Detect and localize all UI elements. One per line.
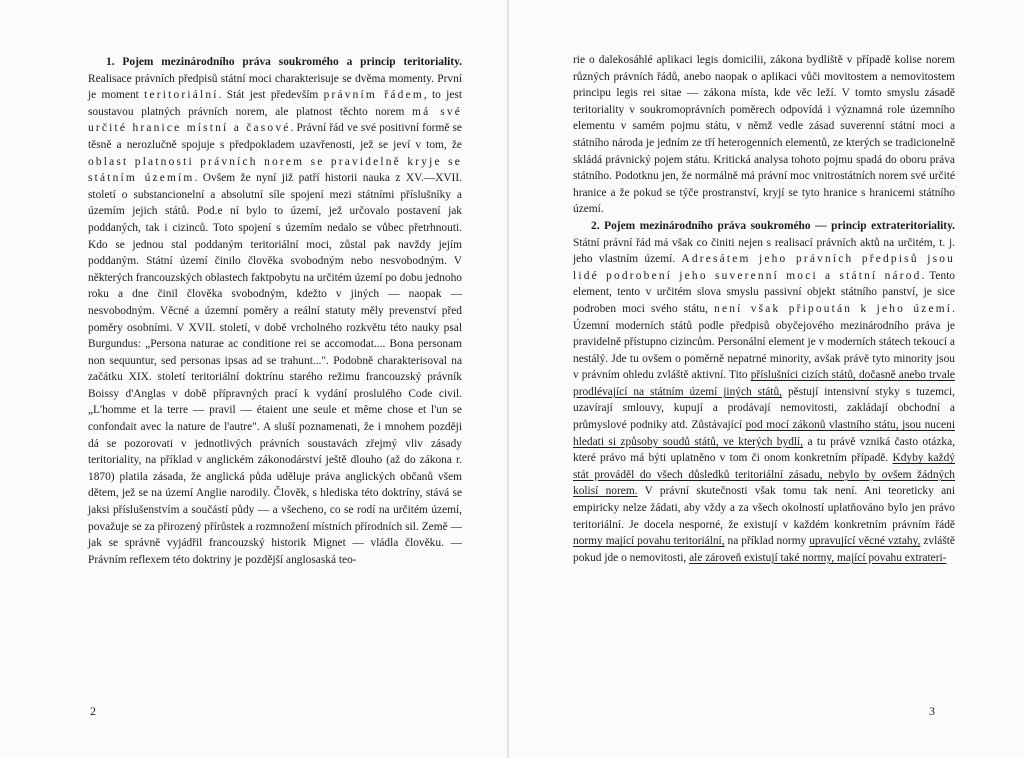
left-page-text xyxy=(88,54,462,568)
underlined-passage-6: ale zároveň existují také normy, mající povahu extrateri- xyxy=(689,551,947,564)
right-page-text xyxy=(573,52,955,566)
section-heading-1: 1. Pojem mezinárodního práva soukromého a princip teritoriality. xyxy=(106,56,462,68)
left-page xyxy=(0,0,507,758)
underlined-passage-3: Kdyby každý stát prováděl do všech důsledků teritoriální zásadu, nebylo by ovšem žádných kolisí norem. xyxy=(573,452,955,498)
right-page xyxy=(509,0,1023,758)
underlined-passage-5: upravující věcné vztahy, xyxy=(809,535,921,548)
left-paragraph-1: 1. Pojem mezinárodního práva soukromého a princip teritoriality. Realisace právních předpisů státní moci charakterisuje se dvěma momenty. První je moment teritoriální. Stát jest především právním řádem, to jest soustavou platných právních norem, ale platnost těchto norem má své určité hranice místní a časové. Právní řád ve své positivní formě se těsně a nerozlučně spojuje s předpokladem uzavřenosti, jež se jeví v tom, že oblast platnosti právních norem se pravidelně kryje se státním územím. Ovšem že nyní již patří historii nauka z XV.—XVII. století o substancionelní a absolutní síle spojení mezi státními příslušníky a územím jejich států. Pod.e ní bylo to území, jež určovalo postavení jak poddaných, tak i cizinců. Toto spojení s územím nedalo se vůbec přetrhnouti. Kdo se jednou stal poddaným teritoriální moci, zůstal pak navždy jejím poddaným. Státní území činilo člověka svobodným nebo nesvobodným. V některých francouzských oblastech faktpobytu na určitém území po dobu jednoho roku a dne činil člověka svobodným, kdežto v jiných — naopak — nesvobodným. Věcné a územní poměry a reální statuty měly prevenství před poměry osobními. V XVII. století, v době vrcholného rozkvětu této nauky psal Burgundus: „Persona naturae ac conditione rei se accomodat.... Bona personam non sequuntur, sed personas ipsas ad se trahunt...". Podobně charakterisoval na začátku XIX. století teritoriální doktrínu starého režimu francouzský právník Boissy d'Anglas v době přípravných prací k vydání proslulého Code civil. „L'homme et la terre — pravil — étaient une seule et même chose et l'un se confondait avec la nature de l'autre". A sluší poznamenati, že i mnohem později dá se pozorovati v jednotlivých právních soustavách zřejmý vliv zásady teritoriality, na příklad v anglickém zákonodárství ještě dlouho (až do zákona r. 1870) platila zásada, že anglická půda uděluje práva anglických občanů všem dětem, jež se na území Anglie narodily. Člověk, s hlediska této doktríny, stává se jaksi příslušenstvím a součástí půdy — a všecheno, co se rodí na určitém území, považuje se za přirozený přírůstek a rozmnožení místních přírodních sil. Země — jak se správně vyjádřil francouzský historik Mignet — vládla člověku. — Právním reflexem této doktriny je pozdější anglosaská teo- xyxy=(88,56,462,566)
underlined-passage-4: normy mající povahu teritoriální, xyxy=(573,535,725,548)
underlined-passage-2: pod mocí zákonů vlastního státu, jsou nuceni hledati si způsoby soudů států, ve kterých bydlí, xyxy=(573,419,955,448)
page-number-right: 3 xyxy=(929,704,935,718)
underlined-passage-1: příslušníci cizích států, dočasně anebo trvale prodlévající na státním území jiných států, xyxy=(573,369,955,398)
right-paragraph-2: 2. Pojem mezinárodního práva soukromého — princip extrateritoriality. Státní právní řád má však co činiti nejen s realisací právních aktů na určitém, t. j. jeho vlastním území. Adresátem jeho právních předpisů jsou lidé podrobení jeho suverenní moci a státní národ. Tento element, tento v určitém slova smyslu passivní objekt státního panství, je sice podroben moci svého státu, není však připoután k jeho území. Územní moderních států podle předpisů obyčejového mezinárodního práva je pravidelně přístupno cizincům. Personální element je v moderních státech tekoucí a nestálý. Jde tu ovšem o poměrně nepatrné minority, avšak právě tyto minority jsou v právním ohledu zvláště aktivní. Tito příslušníci cizích států, dočasně anebo trvale prodlévající na státním území jiných států, pěstují intensivní styky s tuzemci, uzavírají smlouvy, kupují a prodávají nemovitosti, zakládají obchodní a průmyslové podniky atd. Zůstávající pod mocí zákonů vlastního státu, jsou nuceni hledati si způsoby soudů států, ve kterých bydlí, a tu právě vzniká často otázka, které právo má býti uplatněno v tom či onom konkretním případě. Kdyby každý stát prováděl do všech důsledků teritoriální zásadu, nebylo by ovšem žádných kolisí norem. V právní skutečnosti však tomu tak není. Ani teoreticky ani empiricky nelze žádati, aby vždy a za všech okolností uplatňováno bylo jen právo teritoriální. Je docela nesporné, že existují v každém konkretním právním řádě normy mající povahu teritoriální, na příklad normy upravující věcné vztahy, zvláště pokud jde o nemovitosti, ale zároveň existují také normy, mající povahu extrateri- xyxy=(573,219,956,564)
right-paragraph-1: rie o dalekosáhlé aplikaci legis domicilii, zákona bydliště v případě kolise norem různých právních řádů, anebo naopak o aplikaci vůči movitostem a nemovitostem principu legis rei sitae — zákona místa, kde věc leží. V tomto smyslu zásadě teritoriality v soukromoprávních poměrech odpovídá i významná role územního elementu v samém pojmu státu, v němž vedle zásad suverenní státní moci a státního národa je jedním ze tří heterogenních elementů, ze kterých se tradicionelně skládá právnický pojem státu. Kritická analysa tohoto pojmu spadá do oboru práva státního. Podotknu jen, že normálně má právní moc vnitrostátních norem své určité hranice a že pokud se týče prostranství, kryjí se tyto hranice s hranicemi státního území. xyxy=(573,54,955,216)
section-heading-2: 2. Pojem mezinárodního práva soukromého — princip extrateritoriality. xyxy=(591,219,955,232)
page-number-left: 2 xyxy=(90,704,96,718)
